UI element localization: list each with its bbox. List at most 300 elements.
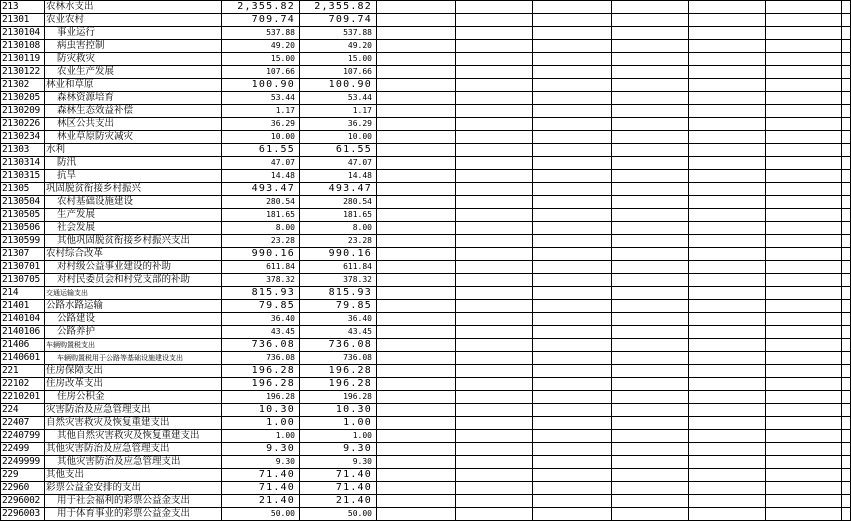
- cell-empty[interactable]: [689, 222, 766, 235]
- cell-amount-total[interactable]: 107.66: [222, 66, 300, 79]
- cell-empty[interactable]: [612, 40, 689, 53]
- cell-empty[interactable]: [766, 417, 842, 430]
- cell-empty[interactable]: [533, 456, 612, 469]
- cell-empty[interactable]: [766, 14, 842, 27]
- cell-empty[interactable]: [377, 118, 456, 131]
- cell-amount-total[interactable]: 10.30: [222, 404, 300, 417]
- cell-empty[interactable]: [377, 378, 456, 391]
- cell-empty[interactable]: [842, 79, 851, 92]
- cell-empty[interactable]: [689, 404, 766, 417]
- cell-empty[interactable]: [377, 14, 456, 27]
- cell-empty[interactable]: [456, 378, 533, 391]
- cell-empty[interactable]: [689, 131, 766, 144]
- cell-empty[interactable]: [766, 1, 842, 14]
- cell-amount-total[interactable]: 71.40: [222, 469, 300, 482]
- cell-empty[interactable]: [377, 183, 456, 196]
- cell-code[interactable]: 2130209: [1, 105, 45, 118]
- cell-empty[interactable]: [533, 482, 612, 495]
- cell-empty[interactable]: [689, 209, 766, 222]
- cell-empty[interactable]: [533, 365, 612, 378]
- cell-amount-total[interactable]: 736.08: [222, 339, 300, 352]
- cell-empty[interactable]: [766, 287, 842, 300]
- cell-empty[interactable]: [612, 287, 689, 300]
- cell-empty[interactable]: [842, 196, 851, 209]
- cell-empty[interactable]: [612, 261, 689, 274]
- cell-amount-total[interactable]: 990.16: [222, 248, 300, 261]
- cell-empty[interactable]: [689, 313, 766, 326]
- cell-name[interactable]: 彩票公益金安排的支出: [45, 482, 222, 495]
- cell-empty[interactable]: [377, 144, 456, 157]
- cell-empty[interactable]: [612, 365, 689, 378]
- cell-empty[interactable]: [766, 79, 842, 92]
- cell-amount-general[interactable]: 196.28: [300, 391, 377, 404]
- cell-amount-general[interactable]: 9.30: [300, 443, 377, 456]
- cell-empty[interactable]: [456, 105, 533, 118]
- cell-empty[interactable]: [766, 235, 842, 248]
- cell-empty[interactable]: [689, 456, 766, 469]
- cell-empty[interactable]: [377, 209, 456, 222]
- cell-empty[interactable]: [533, 196, 612, 209]
- cell-empty[interactable]: [612, 300, 689, 313]
- cell-empty[interactable]: [842, 443, 851, 456]
- cell-code[interactable]: 221: [1, 365, 45, 378]
- cell-amount-general[interactable]: 815.93: [300, 287, 377, 300]
- cell-empty[interactable]: [766, 157, 842, 170]
- cell-empty[interactable]: [612, 469, 689, 482]
- cell-empty[interactable]: [456, 261, 533, 274]
- cell-code[interactable]: 2130234: [1, 131, 45, 144]
- cell-empty[interactable]: [689, 261, 766, 274]
- cell-name[interactable]: 用于体育事业的彩票公益金支出: [45, 508, 222, 521]
- cell-amount-general[interactable]: 10.30: [300, 404, 377, 417]
- cell-name[interactable]: 车辆购置税用于公路等基础设施建设支出: [45, 352, 222, 365]
- cell-code[interactable]: 2249999: [1, 456, 45, 469]
- cell-empty[interactable]: [842, 53, 851, 66]
- cell-empty[interactable]: [377, 79, 456, 92]
- cell-empty[interactable]: [612, 118, 689, 131]
- cell-amount-total[interactable]: 815.93: [222, 287, 300, 300]
- cell-empty[interactable]: [456, 469, 533, 482]
- cell-empty[interactable]: [456, 157, 533, 170]
- cell-empty[interactable]: [842, 222, 851, 235]
- cell-empty[interactable]: [766, 508, 842, 521]
- cell-empty[interactable]: [533, 170, 612, 183]
- cell-empty[interactable]: [533, 378, 612, 391]
- cell-name[interactable]: 林业草原防灾减灾: [45, 131, 222, 144]
- cell-name[interactable]: 对村级公益事业建设的补助: [45, 261, 222, 274]
- cell-amount-total[interactable]: 23.28: [222, 235, 300, 248]
- cell-empty[interactable]: [377, 300, 456, 313]
- cell-name[interactable]: 防灾救灾: [45, 53, 222, 66]
- cell-amount-total[interactable]: 378.32: [222, 274, 300, 287]
- cell-amount-total[interactable]: 36.29: [222, 118, 300, 131]
- cell-empty[interactable]: [842, 274, 851, 287]
- cell-empty[interactable]: [842, 339, 851, 352]
- cell-empty[interactable]: [377, 495, 456, 508]
- cell-empty[interactable]: [456, 417, 533, 430]
- cell-code[interactable]: 2130314: [1, 157, 45, 170]
- cell-empty[interactable]: [689, 274, 766, 287]
- cell-empty[interactable]: [456, 313, 533, 326]
- cell-empty[interactable]: [842, 352, 851, 365]
- cell-empty[interactable]: [689, 53, 766, 66]
- cell-empty[interactable]: [766, 326, 842, 339]
- cell-empty[interactable]: [766, 27, 842, 40]
- cell-empty[interactable]: [612, 443, 689, 456]
- cell-amount-general[interactable]: 1.00: [300, 430, 377, 443]
- cell-empty[interactable]: [533, 144, 612, 157]
- cell-empty[interactable]: [533, 300, 612, 313]
- cell-amount-total[interactable]: 53.44: [222, 92, 300, 105]
- cell-empty[interactable]: [377, 131, 456, 144]
- cell-name[interactable]: 对村民委员会和村党支部的补助: [45, 274, 222, 287]
- cell-name[interactable]: 抗旱: [45, 170, 222, 183]
- cell-name[interactable]: 其他支出: [45, 469, 222, 482]
- cell-code[interactable]: 2130226: [1, 118, 45, 131]
- cell-empty[interactable]: [766, 40, 842, 53]
- cell-empty[interactable]: [766, 118, 842, 131]
- cell-amount-general[interactable]: 107.66: [300, 66, 377, 79]
- cell-amount-total[interactable]: 36.40: [222, 313, 300, 326]
- cell-empty[interactable]: [377, 92, 456, 105]
- cell-amount-total[interactable]: 47.07: [222, 157, 300, 170]
- cell-name[interactable]: 住房公积金: [45, 391, 222, 404]
- cell-empty[interactable]: [612, 27, 689, 40]
- cell-amount-general[interactable]: 21.40: [300, 495, 377, 508]
- cell-empty[interactable]: [766, 66, 842, 79]
- cell-empty[interactable]: [689, 430, 766, 443]
- cell-empty[interactable]: [612, 196, 689, 209]
- cell-empty[interactable]: [456, 443, 533, 456]
- cell-empty[interactable]: [842, 118, 851, 131]
- cell-amount-total[interactable]: 61.55: [222, 144, 300, 157]
- cell-empty[interactable]: [456, 248, 533, 261]
- cell-empty[interactable]: [533, 66, 612, 79]
- cell-amount-general[interactable]: 10.00: [300, 131, 377, 144]
- cell-code[interactable]: 21307: [1, 248, 45, 261]
- cell-code[interactable]: 229: [1, 469, 45, 482]
- cell-empty[interactable]: [456, 144, 533, 157]
- cell-amount-general[interactable]: 71.40: [300, 469, 377, 482]
- cell-empty[interactable]: [612, 14, 689, 27]
- cell-empty[interactable]: [533, 183, 612, 196]
- cell-empty[interactable]: [612, 339, 689, 352]
- cell-empty[interactable]: [533, 339, 612, 352]
- cell-empty[interactable]: [766, 456, 842, 469]
- cell-empty[interactable]: [456, 326, 533, 339]
- cell-empty[interactable]: [377, 66, 456, 79]
- cell-name[interactable]: 灾害防治及应急管理支出: [45, 404, 222, 417]
- cell-amount-total[interactable]: 9.30: [222, 456, 300, 469]
- cell-empty[interactable]: [533, 222, 612, 235]
- cell-amount-general[interactable]: 53.44: [300, 92, 377, 105]
- cell-empty[interactable]: [612, 274, 689, 287]
- cell-empty[interactable]: [456, 482, 533, 495]
- cell-empty[interactable]: [533, 313, 612, 326]
- cell-empty[interactable]: [766, 209, 842, 222]
- cell-empty[interactable]: [533, 118, 612, 131]
- cell-amount-general[interactable]: 2,355.82: [300, 1, 377, 14]
- cell-empty[interactable]: [456, 222, 533, 235]
- cell-amount-total[interactable]: 8.00: [222, 222, 300, 235]
- cell-empty[interactable]: [612, 131, 689, 144]
- cell-empty[interactable]: [842, 157, 851, 170]
- cell-empty[interactable]: [533, 53, 612, 66]
- cell-empty[interactable]: [456, 170, 533, 183]
- cell-amount-total[interactable]: 493.47: [222, 183, 300, 196]
- cell-empty[interactable]: [533, 209, 612, 222]
- cell-empty[interactable]: [766, 352, 842, 365]
- cell-empty[interactable]: [533, 430, 612, 443]
- cell-empty[interactable]: [612, 417, 689, 430]
- cell-empty[interactable]: [612, 53, 689, 66]
- cell-empty[interactable]: [377, 469, 456, 482]
- cell-name[interactable]: 巩固脱贫衔接乡村振兴: [45, 183, 222, 196]
- cell-empty[interactable]: [377, 274, 456, 287]
- cell-empty[interactable]: [689, 508, 766, 521]
- cell-empty[interactable]: [842, 482, 851, 495]
- cell-empty[interactable]: [533, 508, 612, 521]
- cell-empty[interactable]: [612, 235, 689, 248]
- cell-empty[interactable]: [689, 105, 766, 118]
- cell-code[interactable]: 2210201: [1, 391, 45, 404]
- cell-empty[interactable]: [377, 508, 456, 521]
- cell-empty[interactable]: [377, 456, 456, 469]
- cell-empty[interactable]: [766, 300, 842, 313]
- cell-code[interactable]: 2130701: [1, 261, 45, 274]
- cell-amount-general[interactable]: 1.00: [300, 417, 377, 430]
- cell-empty[interactable]: [842, 144, 851, 157]
- cell-empty[interactable]: [456, 287, 533, 300]
- cell-empty[interactable]: [456, 183, 533, 196]
- cell-empty[interactable]: [456, 92, 533, 105]
- cell-amount-total[interactable]: 196.28: [222, 365, 300, 378]
- cell-amount-total[interactable]: 2,355.82: [222, 1, 300, 14]
- cell-empty[interactable]: [689, 391, 766, 404]
- cell-empty[interactable]: [842, 456, 851, 469]
- cell-name[interactable]: 交通运输支出: [45, 287, 222, 300]
- cell-amount-general[interactable]: 8.00: [300, 222, 377, 235]
- cell-empty[interactable]: [766, 482, 842, 495]
- cell-code[interactable]: 2130705: [1, 274, 45, 287]
- cell-empty[interactable]: [689, 183, 766, 196]
- cell-empty[interactable]: [377, 287, 456, 300]
- cell-empty[interactable]: [377, 404, 456, 417]
- cell-amount-general[interactable]: 61.55: [300, 144, 377, 157]
- cell-code[interactable]: 2130119: [1, 53, 45, 66]
- cell-amount-general[interactable]: 196.28: [300, 378, 377, 391]
- cell-code[interactable]: 22499: [1, 443, 45, 456]
- cell-code[interactable]: 2130599: [1, 235, 45, 248]
- cell-empty[interactable]: [842, 417, 851, 430]
- cell-empty[interactable]: [377, 339, 456, 352]
- cell-code[interactable]: 22407: [1, 417, 45, 430]
- cell-amount-total[interactable]: 49.20: [222, 40, 300, 53]
- cell-empty[interactable]: [533, 157, 612, 170]
- cell-empty[interactable]: [377, 157, 456, 170]
- cell-empty[interactable]: [612, 313, 689, 326]
- cell-amount-total[interactable]: 79.85: [222, 300, 300, 313]
- cell-code[interactable]: 2240799: [1, 430, 45, 443]
- cell-amount-general[interactable]: 43.45: [300, 326, 377, 339]
- cell-empty[interactable]: [456, 430, 533, 443]
- cell-empty[interactable]: [377, 40, 456, 53]
- cell-empty[interactable]: [612, 170, 689, 183]
- cell-name[interactable]: 公路建设: [45, 313, 222, 326]
- cell-code[interactable]: 21301: [1, 14, 45, 27]
- cell-empty[interactable]: [612, 248, 689, 261]
- cell-empty[interactable]: [842, 261, 851, 274]
- cell-empty[interactable]: [533, 79, 612, 92]
- cell-amount-total[interactable]: 15.00: [222, 53, 300, 66]
- cell-empty[interactable]: [689, 79, 766, 92]
- cell-empty[interactable]: [533, 92, 612, 105]
- cell-code[interactable]: 22102: [1, 378, 45, 391]
- cell-amount-total[interactable]: 9.30: [222, 443, 300, 456]
- cell-empty[interactable]: [377, 417, 456, 430]
- cell-name[interactable]: 事业运行: [45, 27, 222, 40]
- cell-amount-total[interactable]: 181.65: [222, 209, 300, 222]
- cell-empty[interactable]: [377, 391, 456, 404]
- cell-empty[interactable]: [842, 40, 851, 53]
- cell-empty[interactable]: [842, 300, 851, 313]
- cell-empty[interactable]: [842, 1, 851, 14]
- cell-code[interactable]: 213: [1, 1, 45, 14]
- cell-empty[interactable]: [456, 365, 533, 378]
- cell-code[interactable]: 2130108: [1, 40, 45, 53]
- cell-code[interactable]: 22960: [1, 482, 45, 495]
- cell-amount-total[interactable]: 537.88: [222, 27, 300, 40]
- cell-code[interactable]: 2130104: [1, 27, 45, 40]
- cell-name[interactable]: 住房改革支出: [45, 378, 222, 391]
- cell-amount-total[interactable]: 709.74: [222, 14, 300, 27]
- cell-empty[interactable]: [612, 79, 689, 92]
- cell-empty[interactable]: [766, 313, 842, 326]
- cell-code[interactable]: 2296003: [1, 508, 45, 521]
- cell-code[interactable]: 21401: [1, 300, 45, 313]
- cell-code[interactable]: 2296002: [1, 495, 45, 508]
- cell-empty[interactable]: [612, 378, 689, 391]
- cell-amount-general[interactable]: 79.85: [300, 300, 377, 313]
- cell-code[interactable]: 2130315: [1, 170, 45, 183]
- cell-code[interactable]: 21406: [1, 339, 45, 352]
- cell-amount-general[interactable]: 49.20: [300, 40, 377, 53]
- cell-empty[interactable]: [689, 469, 766, 482]
- cell-amount-total[interactable]: 21.40: [222, 495, 300, 508]
- cell-empty[interactable]: [766, 274, 842, 287]
- cell-empty[interactable]: [533, 469, 612, 482]
- cell-empty[interactable]: [377, 53, 456, 66]
- cell-empty[interactable]: [377, 430, 456, 443]
- cell-empty[interactable]: [612, 66, 689, 79]
- cell-name[interactable]: 其他自然灾害救灾及恢复重建支出: [45, 430, 222, 443]
- cell-empty[interactable]: [766, 196, 842, 209]
- cell-code[interactable]: 2140106: [1, 326, 45, 339]
- cell-empty[interactable]: [456, 209, 533, 222]
- cell-code[interactable]: 2130205: [1, 92, 45, 105]
- cell-name[interactable]: 用于社会福利的彩票公益金支出: [45, 495, 222, 508]
- cell-empty[interactable]: [612, 430, 689, 443]
- cell-empty[interactable]: [689, 248, 766, 261]
- cell-empty[interactable]: [842, 404, 851, 417]
- cell-name[interactable]: 公路水路运输: [45, 300, 222, 313]
- cell-empty[interactable]: [689, 300, 766, 313]
- cell-empty[interactable]: [842, 131, 851, 144]
- cell-amount-total[interactable]: 280.54: [222, 196, 300, 209]
- cell-empty[interactable]: [533, 14, 612, 27]
- cell-empty[interactable]: [842, 287, 851, 300]
- cell-name[interactable]: 其他灾害防治及应急管理支出: [45, 443, 222, 456]
- cell-empty[interactable]: [377, 27, 456, 40]
- cell-empty[interactable]: [377, 313, 456, 326]
- cell-amount-total[interactable]: 43.45: [222, 326, 300, 339]
- cell-empty[interactable]: [612, 326, 689, 339]
- cell-name[interactable]: 公路养护: [45, 326, 222, 339]
- cell-name[interactable]: 防汛: [45, 157, 222, 170]
- cell-empty[interactable]: [842, 183, 851, 196]
- cell-empty[interactable]: [689, 443, 766, 456]
- cell-empty[interactable]: [612, 183, 689, 196]
- cell-name[interactable]: 农业农村: [45, 14, 222, 27]
- cell-amount-general[interactable]: 709.74: [300, 14, 377, 27]
- cell-empty[interactable]: [456, 53, 533, 66]
- cell-name[interactable]: 农村基础设施建设: [45, 196, 222, 209]
- cell-name[interactable]: 水利: [45, 144, 222, 157]
- cell-empty[interactable]: [612, 352, 689, 365]
- cell-empty[interactable]: [689, 40, 766, 53]
- cell-empty[interactable]: [612, 482, 689, 495]
- cell-empty[interactable]: [612, 222, 689, 235]
- cell-empty[interactable]: [842, 66, 851, 79]
- cell-name[interactable]: 住房保障支出: [45, 365, 222, 378]
- cell-amount-general[interactable]: 36.40: [300, 313, 377, 326]
- cell-empty[interactable]: [766, 261, 842, 274]
- cell-empty[interactable]: [842, 365, 851, 378]
- cell-empty[interactable]: [377, 248, 456, 261]
- cell-code[interactable]: 2140104: [1, 313, 45, 326]
- cell-amount-general[interactable]: 50.00: [300, 508, 377, 521]
- cell-empty[interactable]: [377, 222, 456, 235]
- cell-empty[interactable]: [689, 14, 766, 27]
- cell-empty[interactable]: [842, 27, 851, 40]
- cell-amount-total[interactable]: 14.48: [222, 170, 300, 183]
- cell-empty[interactable]: [533, 27, 612, 40]
- cell-empty[interactable]: [456, 404, 533, 417]
- cell-empty[interactable]: [533, 248, 612, 261]
- cell-empty[interactable]: [766, 339, 842, 352]
- cell-amount-total[interactable]: 50.00: [222, 508, 300, 521]
- cell-empty[interactable]: [689, 235, 766, 248]
- cell-empty[interactable]: [842, 235, 851, 248]
- cell-empty[interactable]: [842, 209, 851, 222]
- cell-amount-general[interactable]: 990.16: [300, 248, 377, 261]
- cell-amount-general[interactable]: 196.28: [300, 365, 377, 378]
- cell-name[interactable]: 森林生态效益补偿: [45, 105, 222, 118]
- cell-empty[interactable]: [766, 170, 842, 183]
- cell-empty[interactable]: [612, 92, 689, 105]
- cell-empty[interactable]: [612, 1, 689, 14]
- cell-empty[interactable]: [533, 1, 612, 14]
- cell-amount-general[interactable]: 378.32: [300, 274, 377, 287]
- cell-empty[interactable]: [766, 53, 842, 66]
- cell-name[interactable]: 其他巩固脱贫衔接乡村振兴支出: [45, 235, 222, 248]
- cell-empty[interactable]: [533, 326, 612, 339]
- cell-empty[interactable]: [689, 352, 766, 365]
- cell-empty[interactable]: [766, 404, 842, 417]
- cell-empty[interactable]: [533, 105, 612, 118]
- cell-empty[interactable]: [689, 157, 766, 170]
- cell-empty[interactable]: [689, 1, 766, 14]
